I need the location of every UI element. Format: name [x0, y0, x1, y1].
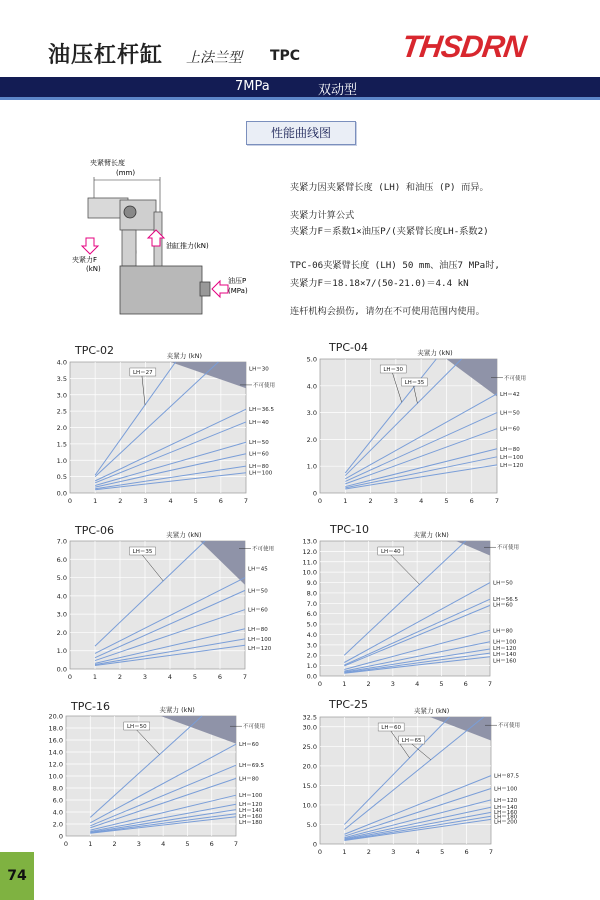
chart-tpc-16	[36, 702, 298, 852]
y-axis-label: 夹紧力 (kN)	[166, 531, 202, 539]
forbidden-label: 不可使用	[252, 546, 275, 553]
series-label: LH＝35	[132, 549, 153, 555]
series-label: LH＝80	[500, 446, 520, 453]
series-label: LH＝50	[126, 724, 147, 730]
y-tick-label: 0.0	[56, 489, 67, 498]
y-tick-label: 15.0	[302, 781, 317, 790]
x-tick-label: 2	[368, 497, 373, 505]
y-tick-label: 2.0	[52, 820, 63, 829]
chart-title: TPC-10	[330, 523, 369, 536]
y-tick-label: 20.0	[48, 712, 63, 721]
chart-tpc-06	[40, 527, 307, 685]
x-tick-label: 6	[463, 680, 468, 688]
x-tick-label: 6	[464, 848, 469, 856]
forbidden-label: 不可使用	[497, 545, 520, 552]
x-tick-label: 3	[390, 680, 395, 688]
series-label: LH＝50	[500, 410, 520, 417]
chart-title: TPC-25	[329, 698, 368, 711]
series-label: LH＝180	[494, 814, 518, 821]
series-label: LH＝45	[248, 566, 268, 573]
series-label: LH＝80	[493, 628, 513, 635]
x-tick-label: 3	[136, 840, 141, 848]
page-title: 油压杠杆缸	[48, 43, 164, 68]
y-tick-label: 4.0	[306, 630, 317, 639]
series-label: LH＝50	[248, 588, 268, 595]
y-tick-label: 0.0	[56, 665, 67, 674]
y-axis-label: 夹紧力 (kN)	[166, 352, 203, 360]
series-label: LH＝100	[249, 470, 273, 477]
x-tick-label: 4	[415, 848, 420, 856]
series-label: LH＝60	[239, 742, 259, 749]
x-tick-label: 5	[439, 680, 444, 688]
x-tick-label: 3	[391, 848, 396, 856]
y-tick-label: 0	[312, 489, 317, 498]
y-axis-label: 夹紧力 (kN)	[413, 531, 449, 539]
series-label: LH＝50	[249, 440, 269, 447]
y-tick-label: 7.0	[56, 537, 67, 546]
x-tick-label: 5	[185, 840, 190, 848]
x-tick-label: 4	[167, 673, 173, 681]
arm-length-label: 夹紧臂长度	[90, 159, 125, 167]
series-label: LH＝100	[493, 639, 517, 646]
chart-title: TPC-04	[329, 341, 368, 354]
x-tick-label: 3	[393, 497, 398, 505]
y-tick-label: 1.5	[56, 440, 67, 449]
y-tick-label: 3.0	[306, 409, 317, 418]
y-tick-label: 30.0	[302, 723, 317, 732]
series-label: LH＝60	[500, 426, 520, 433]
x-tick-label: 0	[317, 680, 323, 688]
x-tick-label: 7	[494, 497, 500, 505]
y-tick-label: 7.0	[306, 599, 317, 608]
clamp-force-arrow-icon	[82, 238, 98, 254]
forbidden-label: 不可使用	[504, 375, 527, 382]
brand-logo: THSDRN	[399, 29, 528, 64]
series-label: LH＝200	[494, 819, 518, 826]
x-tick-label: 7	[488, 848, 494, 856]
y-tick-label: 0	[312, 840, 317, 849]
note-line-6: 连杆机构会损伤, 请勿在不可使用范围内使用。	[290, 306, 485, 317]
x-tick-label: 7	[243, 497, 249, 505]
series-label: LH＝30	[249, 366, 269, 373]
note-line-1: 夹紧力因夹紧臂长度 (LH) 和油压 (P) 而异。	[290, 182, 489, 193]
x-tick-label: 1	[88, 840, 93, 848]
y-tick-label: 0	[58, 832, 63, 841]
series-label: LH＝160	[239, 814, 263, 821]
y-tick-label: 2.0	[306, 435, 317, 444]
y-tick-label: 14.0	[48, 748, 63, 757]
y-tick-label: 32.5	[302, 713, 317, 722]
y-tick-label: 0.5	[56, 473, 67, 482]
y-tick-label: 1.0	[56, 456, 67, 465]
link	[122, 230, 136, 266]
x-tick-label: 5	[444, 497, 449, 505]
y-tick-label: 4.0	[56, 358, 67, 367]
x-tick-label: 1	[342, 848, 347, 856]
series-label: LH＝40	[380, 549, 401, 555]
x-tick-label: 0	[67, 497, 73, 505]
y-tick-label: 1.0	[56, 647, 67, 656]
y-tick-label: 3.0	[306, 641, 317, 650]
y-tick-label: 8.0	[306, 589, 317, 598]
forbidden-label: 不可使用	[243, 724, 266, 731]
forbidden-label: 不可使用	[253, 382, 276, 389]
series-label: LH＝87.5	[494, 773, 519, 780]
series-label: LH＝120	[500, 462, 524, 469]
series-label: LH＝35	[404, 380, 425, 386]
series-label: LH＝60	[248, 607, 268, 614]
y-tick-label: 4.0	[306, 382, 317, 391]
x-tick-label: 6	[217, 673, 223, 681]
x-tick-label: 4	[161, 840, 166, 848]
y-tick-label: 3.0	[56, 391, 67, 400]
y-tick-label: 0.0	[306, 672, 317, 681]
x-tick-label: 7	[233, 840, 239, 848]
series-label: LH＝100	[494, 786, 518, 793]
pressure-rating: 7MPa	[235, 79, 270, 94]
y-tick-label: 3.5	[56, 374, 67, 383]
x-tick-label: 5	[193, 497, 198, 505]
chart-tpc-02	[40, 348, 308, 509]
chart-tpc-04	[290, 345, 559, 509]
note-line-4: TPC-06夹紧臂长度 (LH) 50 mm、油压7 MPa时,	[290, 260, 500, 271]
series-label: LH＝50	[493, 580, 513, 587]
series-label: LH＝100	[239, 793, 263, 800]
y-tick-label: 5.0	[56, 574, 67, 583]
series-label: LH＝160	[493, 658, 517, 665]
y-tick-label: 5.0	[306, 620, 317, 629]
chart-title: TPC-02	[75, 344, 114, 357]
y-tick-label: 12.0	[302, 547, 317, 556]
y-tick-label: 2.0	[306, 651, 317, 660]
section-title: 性能曲线图	[246, 121, 356, 145]
series-label: LH＝60	[249, 451, 269, 458]
x-tick-label: 5	[440, 848, 445, 856]
x-tick-label: 6	[469, 497, 474, 505]
plot-area	[70, 541, 245, 669]
chart-tpc-10	[290, 527, 552, 692]
x-tick-label: 0	[317, 497, 323, 505]
x-tick-label: 6	[209, 840, 214, 848]
y-axis-label: 夹紧力 (kN)	[159, 706, 195, 714]
series-label: LH＝180	[239, 820, 263, 827]
y-tick-label: 3.0	[56, 610, 67, 619]
x-tick-label: 4	[168, 497, 173, 505]
pressure-unit: (MPa)	[228, 287, 248, 295]
series-label: LH＝140	[493, 652, 517, 659]
x-tick-label: 2	[366, 848, 371, 856]
forbidden-label: 不可使用	[498, 723, 521, 730]
y-tick-label: 10.0	[302, 568, 317, 577]
x-tick-label: 0	[317, 848, 323, 856]
series-label: LH＝160	[494, 809, 518, 816]
series-label: LH＝80	[248, 626, 268, 633]
x-tick-label: 7	[487, 680, 493, 688]
clamp-force-unit: (kN)	[86, 265, 101, 273]
series-label: LH＝100	[248, 636, 272, 643]
action-type: 双动型	[318, 83, 358, 98]
y-tick-label: 2.5	[56, 407, 67, 416]
x-tick-label: 1	[343, 497, 348, 505]
pressure-arrow-icon	[212, 281, 228, 297]
note-line-3: 夹紧力F＝系数1×油压P/(夹紧臂长度LH-系数2)	[290, 226, 489, 237]
y-tick-label: 4.0	[56, 592, 67, 601]
chart-title: TPC-06	[75, 524, 114, 537]
y-tick-label: 2.0	[56, 628, 67, 637]
x-tick-label: 0	[63, 840, 69, 848]
series-label: LH＝69.5	[239, 763, 264, 770]
x-tick-label: 5	[192, 673, 198, 681]
header-bar-underline	[0, 97, 600, 100]
model-name: TPC	[270, 48, 301, 64]
y-tick-label: 4.0	[52, 808, 63, 817]
series-label: LH＝140	[239, 808, 263, 815]
plot-area	[320, 541, 490, 676]
clamp-diagram	[68, 150, 268, 320]
series-label: LH＝120	[239, 802, 263, 809]
series-label: LH＝80	[239, 776, 259, 783]
y-tick-label: 10.0	[302, 801, 317, 810]
x-tick-label: 3	[142, 673, 148, 681]
series-label: LH＝65	[401, 738, 422, 744]
series-label: LH＝60	[381, 725, 401, 731]
y-tick-label: 5.0	[306, 820, 317, 829]
y-tick-label: 12.0	[48, 760, 63, 769]
x-tick-label: 4	[415, 680, 420, 688]
x-tick-label: 7	[242, 673, 248, 681]
pivot-pin-upper	[124, 206, 136, 218]
x-tick-label: 2	[366, 680, 371, 688]
series-label: LH＝56.5	[493, 597, 518, 604]
oil-port	[200, 282, 210, 296]
x-tick-label: 2	[117, 673, 123, 681]
series-label: LH＝100	[500, 454, 524, 461]
series-label: LH＝120	[493, 645, 517, 652]
x-tick-label: 1	[93, 497, 98, 505]
series-label: LH＝40	[249, 419, 269, 426]
y-tick-label: 8.0	[52, 784, 63, 793]
series-label: LH＝60	[493, 602, 513, 609]
x-tick-label: 2	[118, 497, 123, 505]
x-tick-label: 1	[92, 673, 98, 681]
y-axis-label: 夹紧力 (kN)	[417, 349, 453, 357]
cylinder-force-label: 油缸推力(kN)	[166, 242, 209, 250]
series-label: LH＝36.5	[249, 407, 274, 414]
y-axis-label: 夹紧力 (kN)	[414, 707, 450, 715]
y-tick-label: 6.0	[306, 610, 317, 619]
y-tick-label: 6.0	[52, 796, 63, 805]
note-line-5: 夹紧力F＝18.18×7/(50-21.0)＝4.4 kN	[290, 278, 469, 289]
y-tick-label: 25.0	[302, 742, 317, 751]
y-tick-label: 16.0	[48, 736, 63, 745]
y-tick-label: 2.0	[56, 424, 67, 432]
page-number: 74	[0, 852, 34, 900]
x-tick-label: 2	[112, 840, 117, 848]
y-tick-label: 6.0	[56, 555, 67, 564]
series-label: LH＝80	[249, 464, 269, 471]
x-tick-label: 1	[342, 680, 347, 688]
y-tick-label: 10.0	[48, 772, 63, 781]
series-label: LH＝27	[132, 370, 153, 376]
x-tick-label: 4	[419, 497, 424, 505]
x-tick-label: 3	[143, 497, 148, 505]
x-tick-label: 6	[218, 497, 223, 505]
clamp-force-label: 夹紧力F	[72, 256, 98, 264]
chart-tpc-25	[290, 703, 553, 860]
y-tick-label: 9.0	[306, 579, 317, 588]
header-bar	[0, 77, 600, 97]
y-tick-label: 20.0	[302, 762, 317, 771]
y-tick-label: 5.0	[306, 355, 317, 364]
y-tick-label: 18.0	[48, 724, 63, 733]
y-tick-label: 11.0	[302, 558, 317, 567]
chart-title: TPC-16	[71, 700, 110, 713]
series-label: LH＝30	[383, 367, 404, 373]
arm-length-unit: (mm)	[116, 169, 136, 177]
y-tick-label: 1.0	[306, 462, 317, 471]
series-label: LH＝140	[494, 804, 518, 811]
y-tick-label: 1.0	[306, 662, 317, 671]
series-label: LH＝120	[248, 645, 272, 652]
page-subtitle: 上法兰型	[186, 50, 242, 66]
cylinder-body	[120, 266, 202, 314]
pressure-label: 油压P	[228, 277, 247, 285]
x-tick-label: 0	[67, 673, 73, 681]
note-line-2: 夹紧力计算公式	[290, 210, 355, 221]
series-label: LH＝42	[500, 391, 520, 398]
series-label: LH＝120	[494, 797, 518, 804]
y-tick-label: 13.0	[302, 537, 317, 546]
